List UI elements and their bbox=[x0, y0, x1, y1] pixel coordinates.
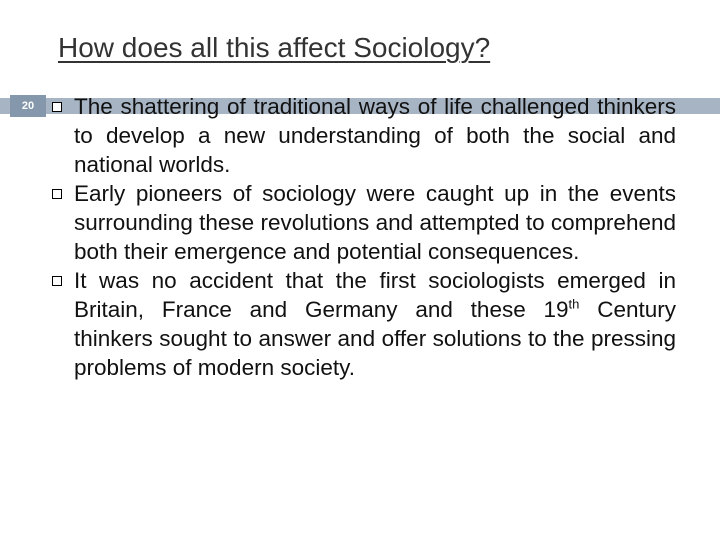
bullet-text-part: It was no accident that the first sociologists emerged in Britain, France and Germany and these 19 bbox=[74, 268, 676, 322]
bullet-text-part: Century thinkers sought to answer and offer solutions to the pressing problems of modern society. bbox=[74, 297, 676, 380]
ordinal-superscript: th bbox=[568, 296, 580, 312]
bullet-item bbox=[48, 179, 676, 266]
hollow-square-bullet-icon bbox=[48, 179, 74, 208]
hollow-square-bullet-icon bbox=[48, 92, 74, 121]
slide-number: 20 bbox=[10, 95, 46, 117]
bullet-text bbox=[74, 266, 676, 382]
bullet-item bbox=[48, 92, 676, 179]
bullet-text: Early pioneers of sociology were caught up in the events surrounding these revolutions and attempted to comprehend both their emergence and potential consequences. bbox=[74, 181, 676, 264]
hollow-square-bullet-icon bbox=[48, 266, 74, 295]
bullet-text: The shattering of traditional ways of life challenged thinkers to develop a new understanding of both the social and national worlds. bbox=[74, 94, 676, 177]
bullet-item bbox=[48, 266, 676, 382]
bullet-list bbox=[48, 92, 676, 382]
slide-title: How does all this affect Sociology? bbox=[58, 32, 491, 63]
